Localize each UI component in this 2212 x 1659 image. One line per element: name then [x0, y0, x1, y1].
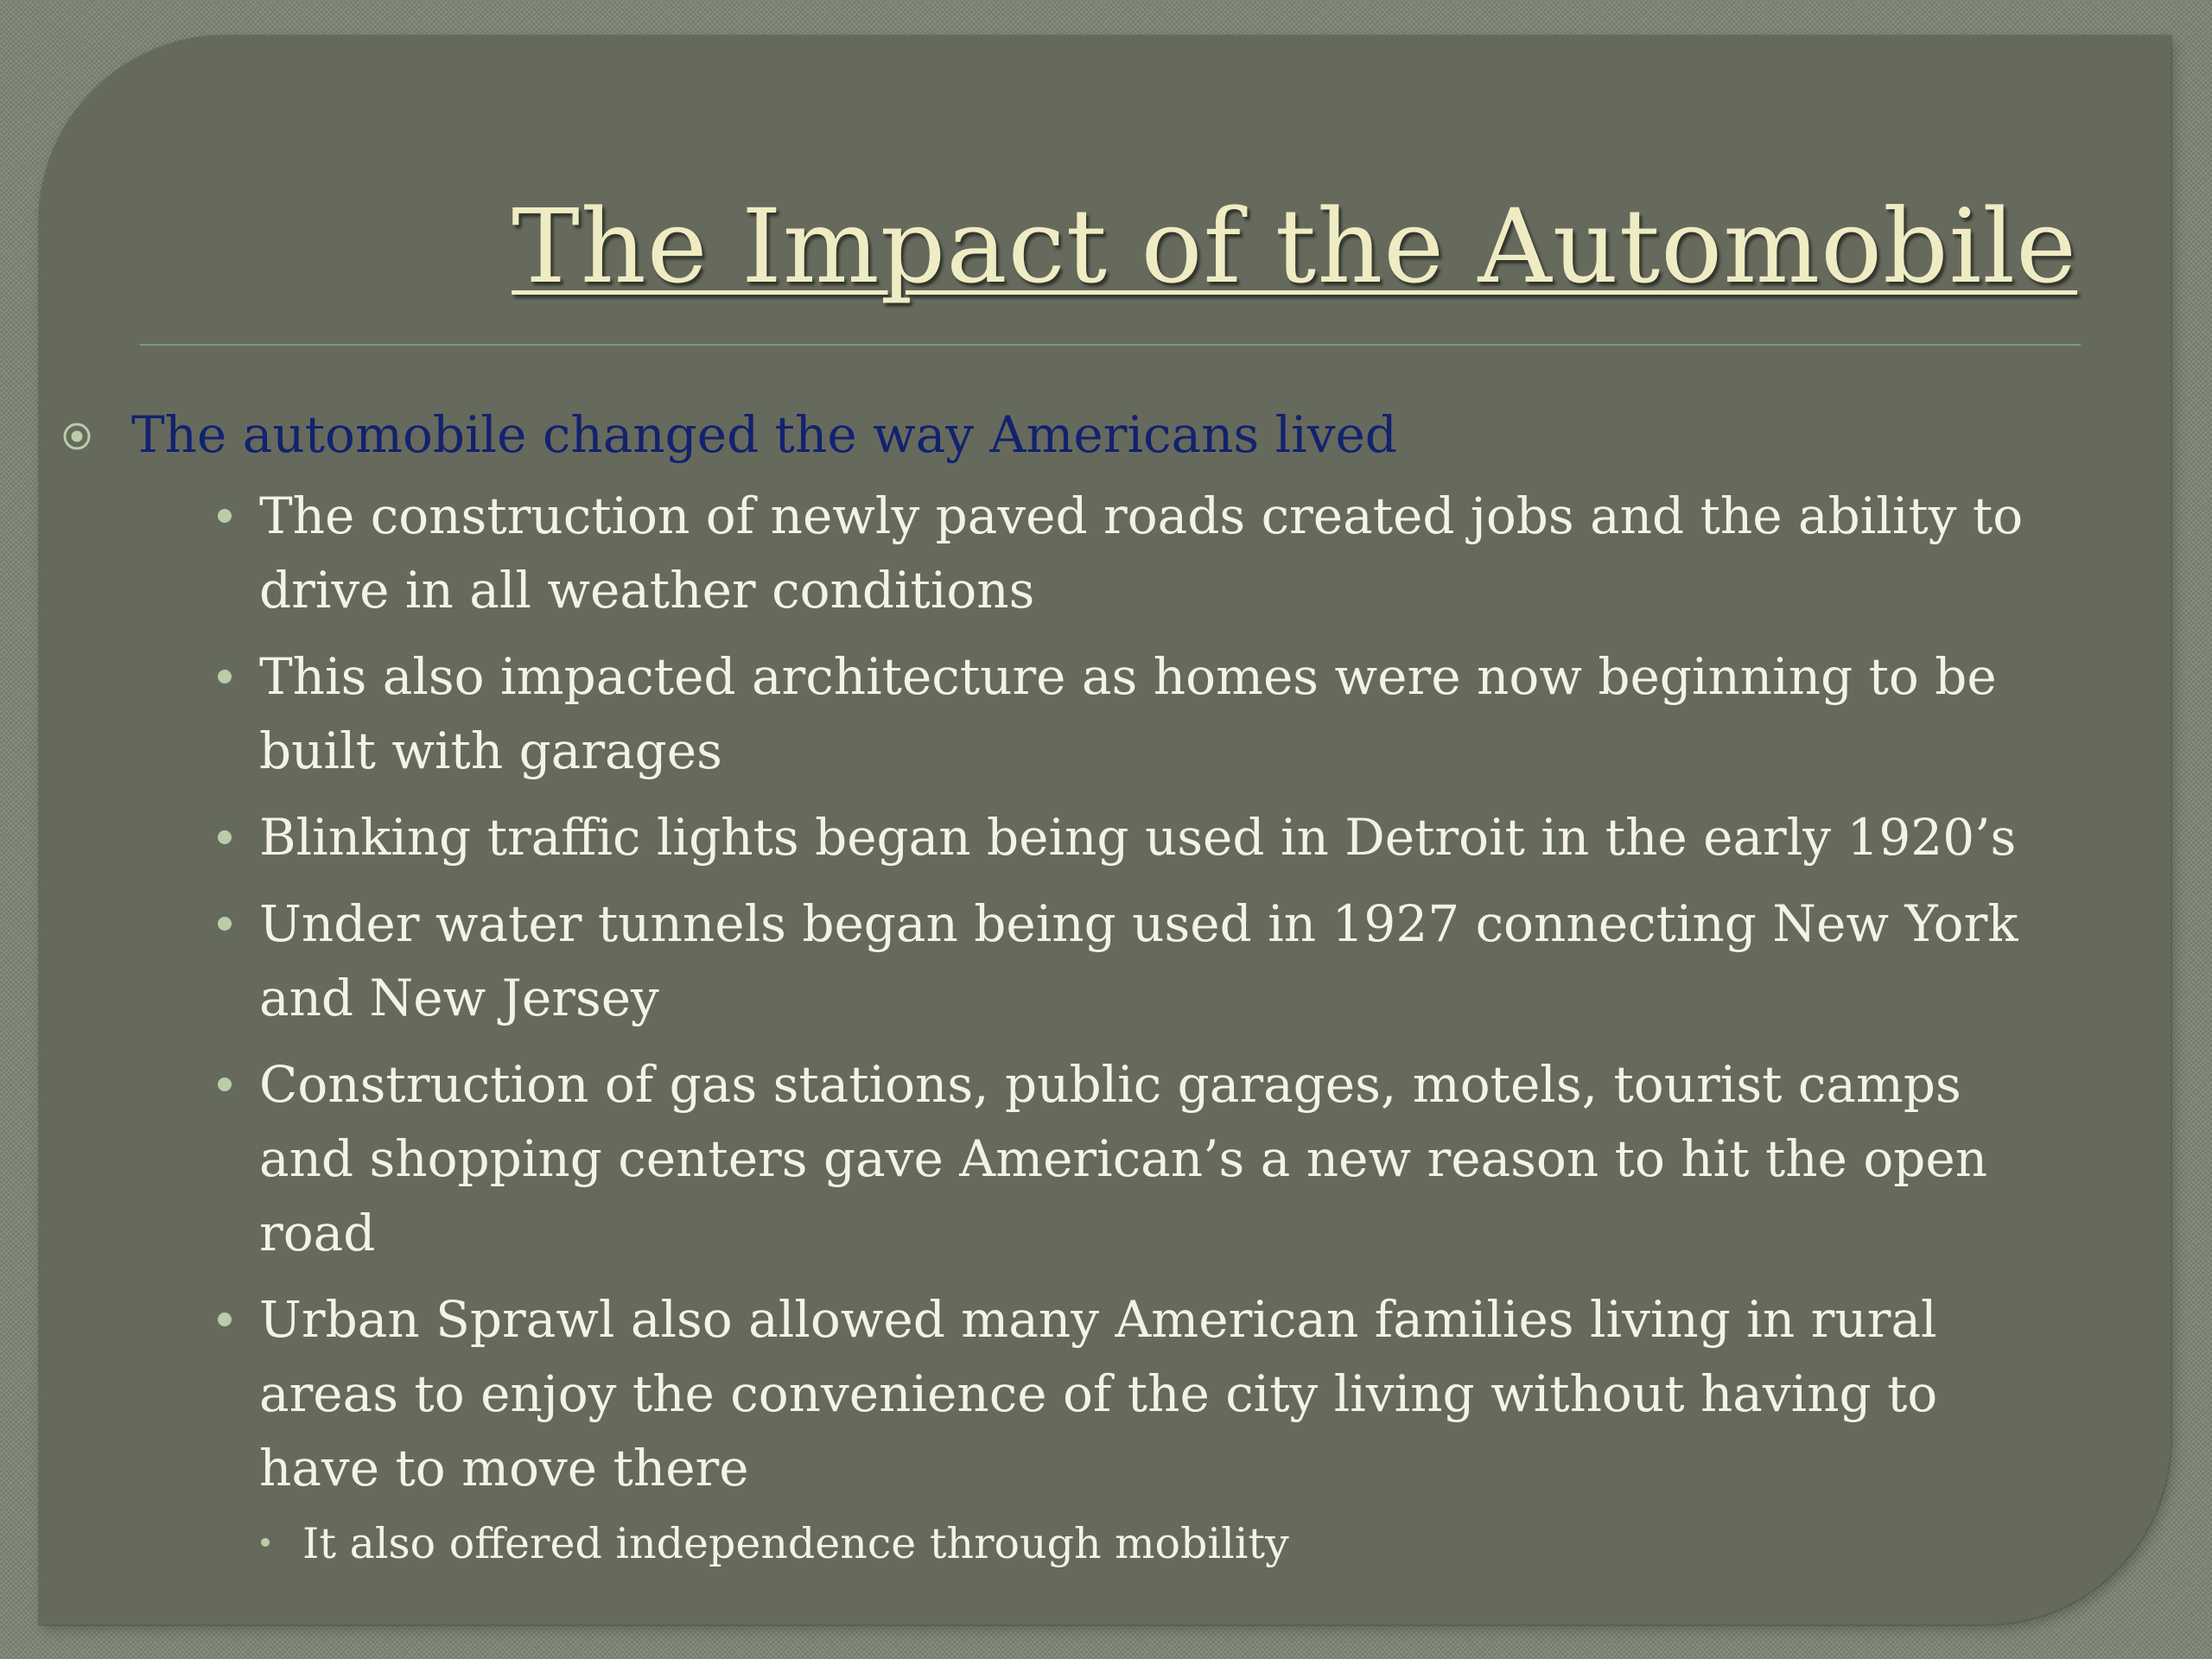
small-dot-bullet-icon: [261, 1538, 270, 1547]
sub-point-architecture: [218, 639, 2032, 788]
nested-point-list: [259, 1514, 2032, 1574]
sub-point-text: Urban Sprawl also allowed many American families living in rural areas to enjoy the convenience of the city living without having to have to move there: [259, 1290, 1938, 1497]
main-point-text: The automobile changed the way Americans lived: [131, 405, 1397, 464]
sub-point-tunnels: [218, 887, 2032, 1035]
sub-point-text: The construction of newly paved roads created jobs and the ability to drive in all weather conditions: [259, 486, 2024, 620]
title-divider: [140, 344, 2081, 346]
dot-bullet-icon: [218, 917, 232, 931]
dot-bullet-icon: [218, 1313, 232, 1326]
circled-dot-icon: [62, 422, 92, 451]
dot-bullet-icon: [218, 830, 232, 844]
sub-point-list: [131, 479, 2032, 1574]
sub-point-text: Construction of gas stations, public garages, motels, tourist camps and shopping centers gave American’s a new reason to hit the open road: [259, 1055, 1988, 1262]
nested-point-independence: [261, 1514, 2032, 1574]
dot-bullet-icon: [218, 670, 232, 683]
sub-point-urban-sprawl: [218, 1282, 2032, 1574]
dot-bullet-icon: [218, 509, 232, 523]
sub-point-text: This also impacted architecture as homes were now beginning to be built with garages: [259, 647, 1997, 780]
slide-title: The Impact of the Automobile: [512, 187, 2077, 306]
bullet-list: [62, 397, 2032, 1586]
sub-point-traffic-lights: [218, 800, 2032, 874]
dot-bullet-icon: [218, 1077, 232, 1091]
sub-point-text: Under water tunnels began being used in 1927 connecting New York and New Jersey: [259, 894, 2018, 1027]
sub-point-text: Blinking traffic lights began being used in Detroit in the early 1920’s: [259, 808, 2017, 867]
nested-point-text: It also offered independence through mobility: [302, 1519, 1289, 1568]
sub-point-roads: [218, 479, 2032, 627]
sub-point-gas-stations: [218, 1047, 2032, 1270]
main-point: [62, 397, 2032, 1574]
